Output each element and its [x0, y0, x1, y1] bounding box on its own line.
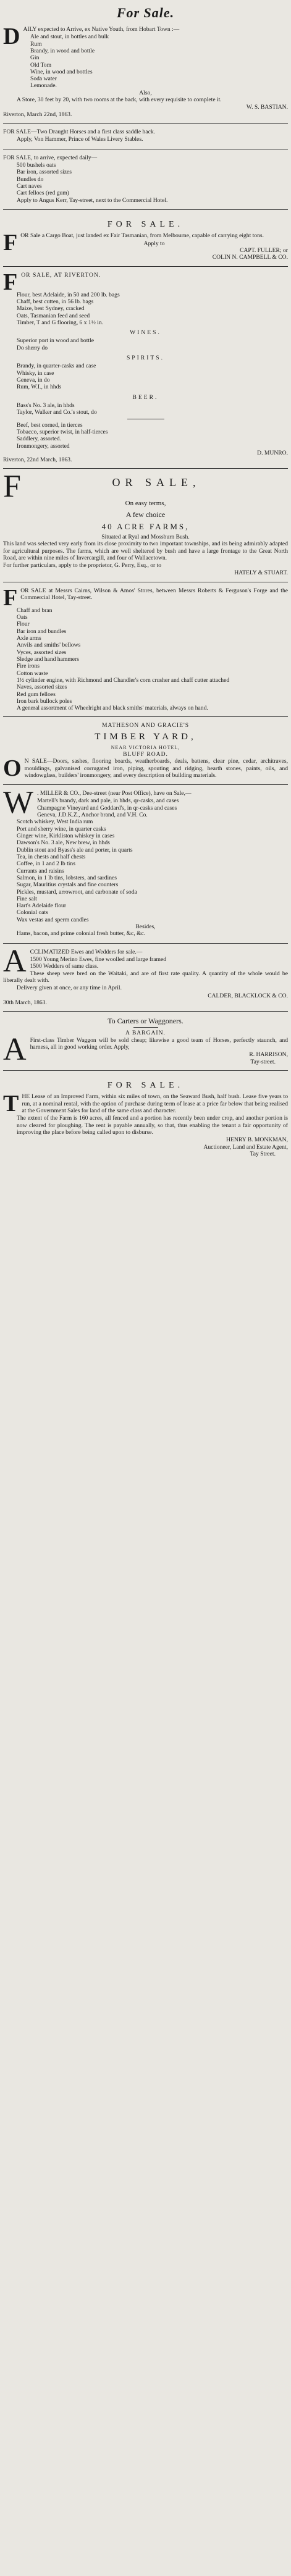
- advert-date: Riverton, 22nd March, 1863.: [3, 456, 72, 464]
- list-item: Gin: [30, 54, 40, 62]
- list-item: 500 bushels oats: [17, 161, 56, 169]
- advert-heading: [3, 474, 288, 500]
- list-item: 1½ cylinder engine, with Richmond and Chandler's corn crusher and chaff cutter attached: [17, 676, 230, 684]
- item-list: [3, 607, 288, 712]
- list-item: Port and sherry wine, in quarter casks: [17, 825, 106, 833]
- advert-body: First-class Timber Waggon will be sold cheap; likewise a good team of Horses, perfectly staunch, and harness, all in good working order. Apply,: [30, 1036, 288, 1051]
- advert-signature: CAPT. FULLER; or: [240, 246, 288, 254]
- divider: [3, 943, 288, 944]
- list-item: Cart felloes (red gum): [17, 190, 69, 197]
- list-item: Cart naves: [17, 182, 42, 190]
- newspaper-column: [3, 0, 288, 1159]
- besides-label: Besides,: [135, 923, 156, 931]
- advert-body: OR Sale a Cargo Boat, just landed ex Fair Tasmanian, from Melbourne, capable of carrying eight tons.: [20, 232, 264, 240]
- list-item: Champagne Vineyard and Goddard's, in qr-casks and cases: [37, 804, 177, 812]
- advert-signature: R. HARRISON,: [249, 1051, 288, 1059]
- list-item: Naves, assorted sizes: [17, 684, 67, 691]
- list-item: Scotch whiskey, West India rum: [17, 818, 93, 826]
- advert-apply: Apply to Angus Kerr, Tay-street, next to the Commercial Hotel.: [17, 196, 168, 204]
- advert-heading: MATHESON AND GRACIE'S: [101, 722, 190, 729]
- divider: [3, 1011, 288, 1012]
- advert-address: Tay Street.: [250, 1150, 276, 1157]
- advert-line: A few choice: [125, 510, 166, 519]
- list-item: Brandy, in quarter-casks and case: [17, 363, 96, 370]
- drop-cap: A: [3, 1031, 27, 1067]
- advert-body: The extent of the Farm is 160 acres, all fenced and a portion has recently been under crop, and another portion is now cleared for ploughing. The rent is payable annually, so that, thus enabling the tenant a fair opportunity of improving the place before being called upon to disburse.: [17, 1115, 288, 1136]
- advert-timber-yard: [3, 721, 288, 781]
- list-item: Flour: [17, 621, 30, 628]
- advert-apply: Apply to: [143, 240, 165, 247]
- list-item: Whisky, in case: [17, 369, 54, 377]
- drop-cap: W: [3, 789, 34, 821]
- list-item: 1500 Young Merino Ewes, fine woolled and large framed: [30, 956, 166, 963]
- drop-cap: F: [3, 474, 21, 500]
- list-item: Vyces, assorted sizes: [17, 648, 67, 656]
- list-item: Rum, W.I., in hhds: [17, 384, 62, 391]
- advert-munro: [3, 271, 288, 465]
- list-item: Bar iron and bundles: [17, 627, 67, 635]
- advert-body: This land was selected very early from its close proximity to two important townships, and its being admirably adapted for agricultural purposes. The farms, which are well sheltered by bush and have a large frontage to the Great North Road, are within nine miles of Invercargill, and four of Wallacetown.: [3, 540, 288, 561]
- list-item: Soda water: [30, 75, 57, 83]
- list-item: Currants and raisins: [17, 867, 64, 875]
- advert-line: 40 ACRE FARMS,: [101, 521, 190, 531]
- advert-heading: To Carters or Waggoners.: [108, 1017, 183, 1026]
- advert-sheep: [3, 947, 288, 1008]
- list-item: Anvils and smiths' bellows: [17, 642, 81, 649]
- item-list: [3, 363, 288, 390]
- item-list: [3, 33, 288, 90]
- list-item: Martell's brandy, dark and pale, in hhds, qr-casks, and cases: [37, 797, 179, 805]
- list-item: Chaff and bran: [17, 606, 53, 614]
- list-item: Tobacco, superior twist, in half-tierces: [17, 428, 108, 435]
- list-item: Red gum felloes: [17, 690, 56, 698]
- list-item: Geneva, J.D.K.Z., Anchor brand, and V.H. Co.: [37, 812, 148, 819]
- short-divider: [133, 1027, 158, 1028]
- drop-cap: F: [3, 230, 18, 256]
- item-list: [3, 956, 288, 970]
- list-item: Oats: [17, 614, 28, 621]
- list-item: Coffee, in 1 and 2 lb tins: [17, 860, 75, 868]
- list-item: A general assortment of Wheelright and black smiths' materials, always on hand.: [17, 705, 208, 712]
- subsection-heading: WINES.: [130, 329, 161, 337]
- drop-cap: A: [3, 947, 27, 979]
- advert-cargo-boat: [3, 214, 288, 262]
- advert-miller: [3, 789, 288, 939]
- advert-heading: FOR SALE.: [107, 219, 184, 229]
- advert-date: Riverton, March 22nd, 1863.: [3, 111, 72, 118]
- advert-lead: AILY expected to Arrive, ex Native Youth, from Hobart Town :—: [23, 25, 180, 33]
- item-list: [3, 337, 288, 351]
- advert-subheading: A BARGAIN.: [125, 1030, 166, 1037]
- list-item: Rum: [30, 40, 42, 48]
- list-item: Fine salt: [17, 895, 37, 902]
- advert-lead: FOR SALE, to arrive, expected daily—: [3, 154, 98, 161]
- list-item: Bundles do: [17, 175, 44, 183]
- list-item: Beef, best corned, in tierces: [17, 421, 83, 429]
- list-item: Tea, in chests and half chests: [17, 853, 86, 860]
- list-item: Saddlery, assorted.: [17, 435, 62, 443]
- divider: [3, 266, 288, 267]
- advert-farms: [3, 472, 288, 577]
- advert-location: BLUFF ROAD.: [123, 750, 168, 758]
- divider: [3, 1070, 288, 1071]
- advert-address: Tay-street.: [250, 1058, 276, 1065]
- divider: [3, 784, 288, 785]
- advert-date: 30th March, 1863.: [3, 999, 47, 1006]
- advert-signature: HENRY B. MONKMAN,: [226, 1136, 288, 1144]
- advert-lead: CCLIMATIZED Ewes and Wedders for sale.—: [30, 948, 143, 955]
- list-item: Bass's No. 3 ale, in hhds: [17, 401, 75, 409]
- list-item: Chaff, best cutten, in 56 lb. bags: [17, 298, 94, 305]
- subsection-heading: BEER.: [132, 393, 159, 401]
- advert-body: FOR SALE—Two Draught Horses and a first class saddle hack.: [3, 128, 156, 136]
- advert-lead: OR SALE at Messrs Cairns, Wilson & Amos' Stores, between Messrs Roberts & Ferguson's Forge and the Commercial Hotel, Tay-street.: [20, 587, 288, 602]
- list-item: Timber, T and G flooring, 6 x 1½ in.: [17, 319, 104, 326]
- advert-signature: W. S. BASTIAN.: [246, 104, 288, 111]
- list-item: Oats, Tasmanian feed and seed: [17, 312, 90, 319]
- list-item: Ironmongery, assorted: [17, 442, 70, 450]
- list-item: Taylor, Walker and Co.'s stout, do: [17, 409, 97, 416]
- advert-line: Situated at Ryal and Mossburn Bush.: [101, 533, 190, 540]
- advert-location: NEAR VICTORIA HOTEL,: [111, 745, 180, 751]
- list-item: Superior port in wood and bottle: [17, 337, 94, 345]
- list-item: Brandy, in wood and bottle: [30, 47, 95, 54]
- item-list: [3, 422, 288, 450]
- list-item: Wine, in wood and bottles: [30, 68, 93, 75]
- advert-lead: . MILLER & CO., Dee-street (near Post Office), have on Sale,—: [37, 790, 192, 797]
- drop-cap: O: [3, 755, 22, 781]
- item-list: [3, 797, 288, 923]
- advert-line: On easy terms,: [125, 500, 166, 508]
- list-item: Dublin stout and Byass's ale and porter, in quarts: [17, 846, 133, 854]
- advert-signature: COLIN N. CAMPBELL & CO.: [212, 254, 288, 261]
- list-item: 1500 Wedders of same class.: [30, 963, 99, 970]
- item-list: [3, 402, 288, 416]
- list-item: Colonial oats: [17, 909, 48, 917]
- advert-waggon: [3, 1015, 288, 1067]
- list-item: Do sherry do: [17, 344, 48, 351]
- advert-body: A Store, 30 feet by 20, with two rooms at the back, with every requisite to complete it.: [17, 96, 222, 104]
- list-item: Lemonade.: [30, 82, 57, 90]
- divider: [3, 123, 288, 124]
- advert-body: Hams, bacon, and prime colonial fresh butter, &c, &c.: [17, 930, 146, 938]
- advert-farm-lease: [3, 1075, 288, 1159]
- advert-subheading: TIMBER YARD,: [95, 731, 196, 742]
- advert-cairns-wilson: [3, 586, 288, 713]
- list-item: Ginger wine, Kirkliston whiskey in cases: [17, 833, 115, 840]
- drop-cap: D: [3, 24, 20, 49]
- advert-body: For further particulars, apply to the proprietor, G. Perry, Esq., or to: [3, 562, 162, 569]
- list-item: Flour, best Adelaide, in 50 and 200 lb. bags: [17, 291, 120, 298]
- also-label: Also,: [139, 89, 152, 96]
- list-item: Axle arms: [17, 635, 41, 642]
- advert-body: These sheep were bred on the Waitaki, and are of first rate quality. A quantity of the whole would be liberally dealt with.: [3, 970, 288, 984]
- advert-apply: Apply, Von Hammer, Prince of Wales Livery Stables.: [17, 136, 143, 143]
- section-title: For Sale.: [116, 5, 175, 20]
- advert-body: HE Lease of an Improved Farm, within six miles of town, on the Seaward Bush, half bush. Lease five years to run, at a nominal rental, with the option of purchase during term of lease at a price far below that being realised at the Government Sales for land of the same class and character.: [22, 1093, 288, 1115]
- list-item: Ale and stout, in bottles and bulk: [30, 33, 109, 41]
- item-list: [3, 162, 288, 197]
- list-item: Hart's Adelaide flour: [17, 902, 67, 910]
- list-item: Iron bark bullock poles: [17, 697, 72, 705]
- item-list: [3, 292, 288, 327]
- advert-heading-text: OR SALE,: [112, 476, 201, 489]
- list-item: Pickles, mustard, arrowroot, and carbonate of soda: [17, 888, 137, 896]
- drop-cap: F: [3, 585, 18, 611]
- advert-kerr: [3, 153, 288, 206]
- advert-heading-text: OR SALE, AT RIVERTON.: [21, 271, 101, 279]
- list-item: Wax vestas and sperm candles: [17, 916, 89, 923]
- list-item: Geneva, in do: [17, 377, 50, 384]
- list-item: Fire irons: [17, 663, 40, 670]
- list-item: Maize, best Sydney, cracked: [17, 305, 85, 313]
- list-item: Old Tom: [30, 61, 52, 69]
- drop-cap: F: [3, 270, 19, 295]
- advert-body: Delivery given at once, or any time in April.: [17, 984, 122, 992]
- advert-signature: CALDER, BLACKLOCK & CO.: [208, 992, 288, 999]
- advert-bastian: [3, 25, 288, 119]
- list-item: Bar iron, assorted sizes: [17, 169, 72, 176]
- list-item: Dawson's No. 3 ale, New brew, in hhds: [17, 839, 110, 847]
- divider: [3, 468, 288, 469]
- divider: [3, 716, 288, 717]
- subsection-heading: SPIRITS.: [126, 355, 165, 362]
- divider: [3, 209, 288, 210]
- list-item: Salmon, in 1 lb tins, lobsters, and sardines: [17, 874, 117, 881]
- list-item: Sledge and hand hammers: [17, 655, 79, 663]
- advert-heading: FOR SALE.: [107, 1080, 184, 1090]
- advert-signature: HATELY & STUART.: [234, 569, 288, 577]
- advert-body: N SALE—Doors, sashes, flooring boards, weatherboards, deals, battens, clear pine, cedar, architraves, mouldings, galvanised corrugated iron, piping, spouting and ridging, hearth stones, paints, oils, and windowglass, builders' ironmongery, and every description of building materials.: [24, 758, 288, 779]
- list-item: Cotton waste: [17, 669, 48, 677]
- drop-cap: T: [3, 1091, 19, 1117]
- list-item: Sugar, Mauritius crystals and fine counters: [17, 881, 119, 889]
- advert-title: Auctioneer, Land and Estate Agent,: [203, 1143, 288, 1151]
- advert-horses: [3, 127, 288, 145]
- advert-signature: D. MUNRO.: [257, 449, 288, 456]
